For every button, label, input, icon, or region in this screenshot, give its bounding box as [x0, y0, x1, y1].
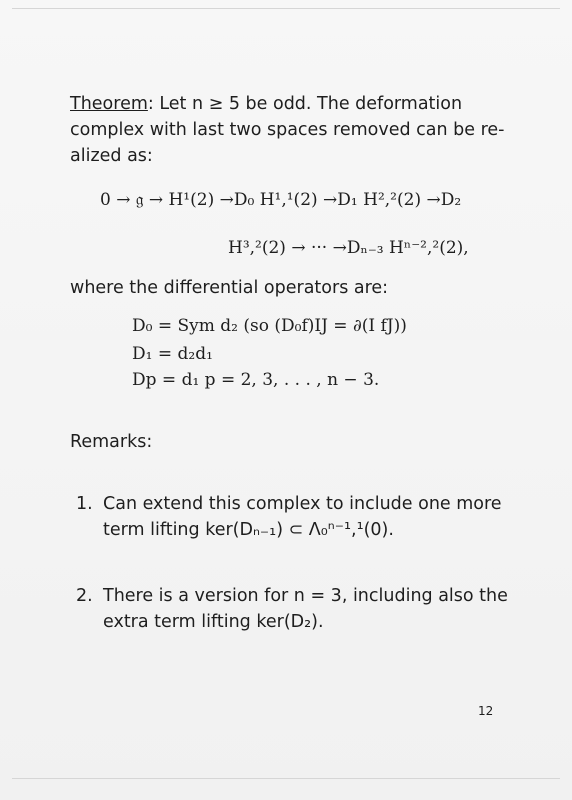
differential-intro: where the differential operators are:: [70, 278, 389, 298]
top-border: [12, 8, 560, 9]
complex-line-2: H³,²(2) → ··· →Dₙ₋₃ Hⁿ⁻²,²(2),: [228, 238, 469, 258]
remark-2-line-2: extra term lifting ker(D₂).: [103, 612, 324, 632]
theorem-line-3: alized as:: [70, 146, 153, 166]
theorem-label: Theorem: [70, 94, 148, 114]
remark-1-line-2: term lifting ker(Dₙ₋₁) ⊂ Λ₀ⁿ⁻¹,¹(0).: [103, 520, 394, 540]
page-number: 12: [478, 704, 494, 718]
remark-1-number: 1.: [76, 494, 93, 514]
remark-2-number: 2.: [76, 586, 93, 606]
theorem-line-1-rest: : Let n ≥ 5 be odd. The deformation: [147, 94, 463, 114]
remarks-label: Remarks:: [70, 432, 153, 452]
complex-line-1: 0 → 𝔤 → H¹(2) →D₀ H¹,¹(2) →D₁ H²,²(2) →D₂: [100, 190, 462, 210]
operator-dp: Dp = d₁ p = 2, 3, . . . , n − 3.: [132, 370, 380, 390]
operator-d1: D₁ = d₂d₁: [132, 344, 213, 364]
remark-1-line-1: Can extend this complex to include one more: [103, 494, 502, 514]
bottom-border: [12, 778, 560, 779]
theorem-line-2: complex with last two spaces removed can be re-: [70, 120, 505, 140]
theorem-line-1: [70, 92, 462, 116]
operator-d0: D₀ = Sym d₂ (so (D₀f)IJ = ∂(I fJ)): [132, 316, 407, 336]
remark-2-line-1: There is a version for n = 3, including also the: [103, 586, 508, 606]
